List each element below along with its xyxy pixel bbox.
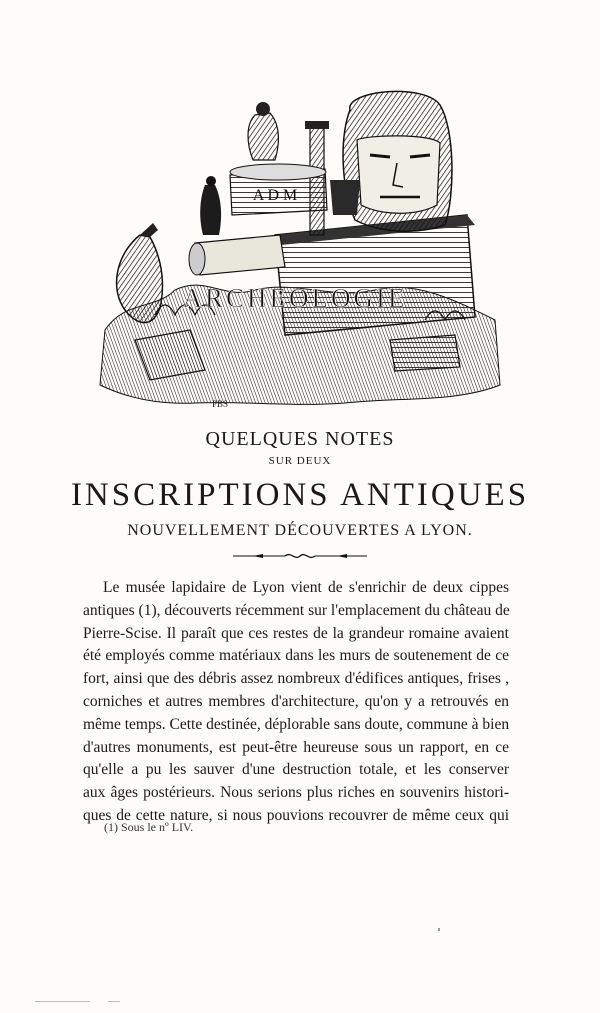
archeologie-inscription: ARCHEOLOGIE [182, 283, 408, 313]
body-line: fort, ainsi que des débris assez nombreux d'édifices antiques, frises , [83, 670, 509, 688]
amphora-shape [117, 235, 163, 323]
body-line: antiques (1), découverts récemment sur l'emplacement du château de [83, 601, 510, 619]
heading-decouvertes-lyon: NOUVELLEMENT DÉCOUVERTES A LYON. [127, 522, 473, 539]
body-line: aux âges postérieurs. Nous serions plus riches en souvenirs histori- [83, 784, 509, 802]
heading-sur-deux: SUR DEUX [268, 455, 332, 467]
heading-quelques-notes: QUELQUES NOTES [205, 428, 395, 450]
heading-inscriptions-antiques: INSCRIPTIONS ANTIQUES [70, 477, 530, 513]
plaque-letters: A D M [252, 187, 298, 204]
archeologie-vignette [95, 85, 505, 415]
body-line: corniches et autres membres d'architecture, qu'on y a retrouvés en [83, 692, 509, 710]
paper-mark [108, 1001, 120, 1002]
ornament-divider [233, 551, 367, 561]
body-line: Pierre-Scise. Il paraît que ces restes de la grandeur romaine avaient [83, 624, 509, 642]
body-line: même temps. Cette destinée, déplorable sans doute, commune à bien [83, 715, 510, 733]
paper-mark [35, 1001, 90, 1002]
monogram: PBS [211, 399, 229, 409]
body-line: qu'elle a pu les sauver d'une destruction totale, et les conserver [83, 761, 509, 779]
body-line: d'autres monuments, est peut-être heureuse sous un rapport, en ce [83, 738, 509, 756]
footnote: (1) Sous le nº LIV. [104, 820, 194, 834]
body-line: ques de cette nature, si nous pouvions recouvrer de même ceux qui [83, 806, 509, 824]
paper-speck [438, 928, 440, 931]
body-paragraph [83, 577, 509, 828]
body-line: été employés comme matériaux dans les murs de soutenement de ce [83, 647, 509, 665]
body-line: Le musée lapidaire de Lyon vient de s'enrichir de deux cippes [103, 579, 509, 596]
